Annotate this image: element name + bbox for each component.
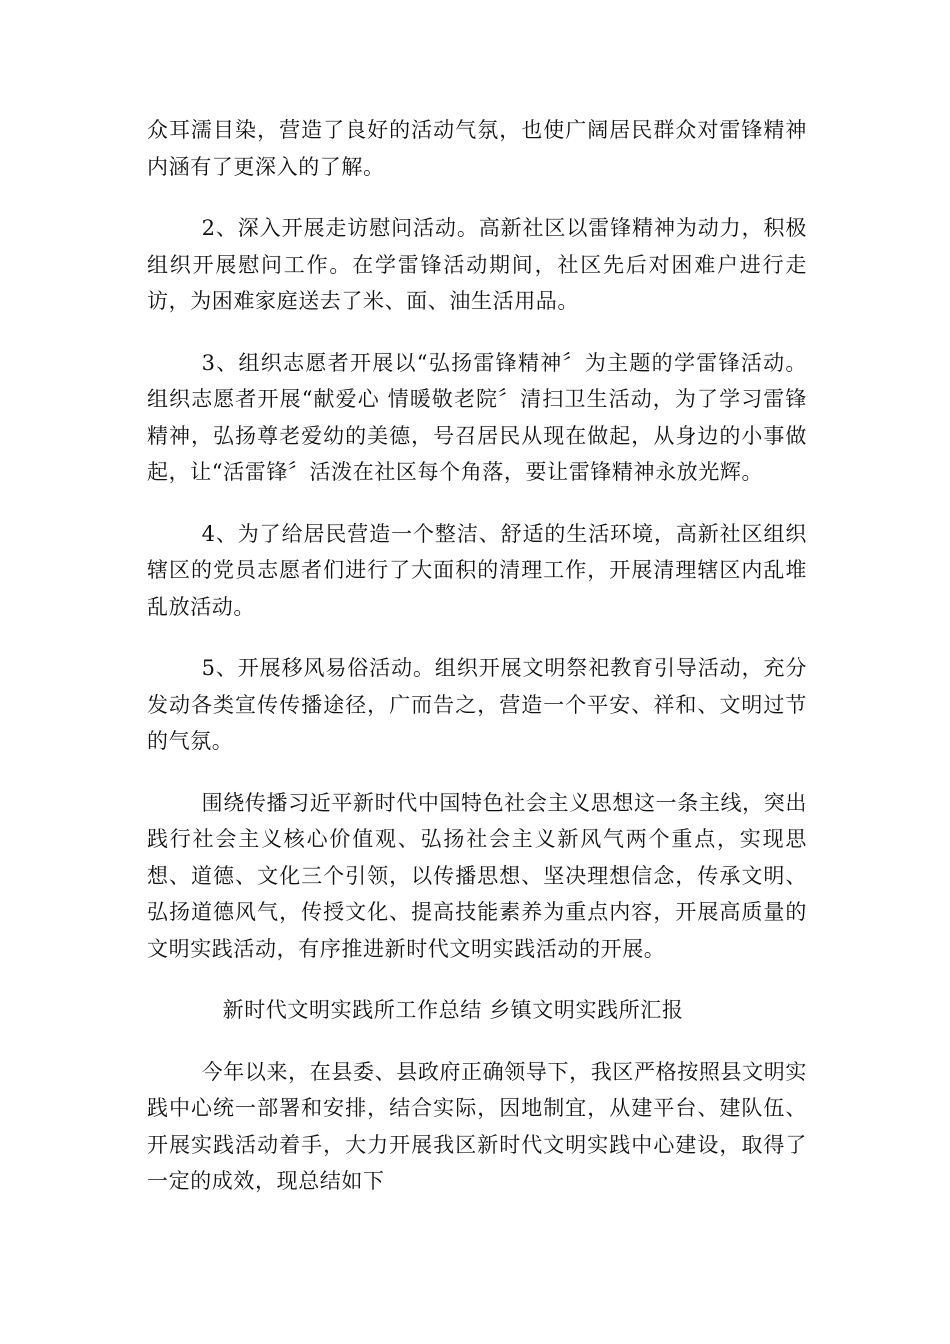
paragraph-item-5-customs: 5、开展移风易俗活动。组织开展文明祭祀教育引导活动，充分发动各类宣传传播途径，广而告之，营造一个平安、祥和、文明过节的气氛。 xyxy=(147,656,807,753)
section-title: 新时代文明实践所工作总结 乡镇文明实践所汇报 xyxy=(222,998,684,1022)
paragraph-item-2-visits: 2、深入开展走访慰问活动。高新社区以雷锋精神为动力，积极组织开展慰问工作。在学雷锋活动期间，社区先后对困难户进行走访，为困难家庭送去了米、面、油生活用品。 xyxy=(147,216,807,313)
paragraph-intro: 今年以来，在县委、县政府正确领导下，我区严格按照县文明实践中心统一部署和安排，结合实际，因地制宜，从建平台、建队伍、开展实践活动着手，大力开展我区新时代文明实践中心建设，取得了一定的成效，现总结如下 xyxy=(147,1059,807,1193)
paragraph-summary: 围绕传播习近平新时代中国特色社会主义思想这一条主线，突出践行社会主义核心价值观、弘扬社会主义新风气两个重点，实现思想、道德、文化三个引领，以传播思想、坚决理想信念，传承文明、弘扬道德风气，传授文化、提高技能素养为重点内容，开展高质量的文明实践活动，有序推进新时代文明实践活动的开展。 xyxy=(147,790,807,961)
paragraph-item-4-cleanup: 4、为了给居民营造一个整洁、舒适的生活环境，高新社区组织辖区的党员志愿者们进行了大面积的清理工作，开展清理辖区内乱堆乱放活动。 xyxy=(147,521,807,619)
paragraph-continuation: 众耳濡目染，营造了良好的活动气氛，也使广阔居民群众对雷锋精神内涵有了更深入的了解。 xyxy=(147,118,807,179)
document-page xyxy=(147,112,807,1200)
paragraph-item-3-volunteers: 3、组织志愿者开展以“弘扬雷锋精神〞为主题的学雷锋活动。组织志愿者开展“献爱心 情暖敬老院〞清扫卫生活动，为了学习雷锋精神，弘扬尊老爱幼的美德，号召居民从现在做起，从身边的小事做起，让“活雷锋〞活泼在社区每个角落，要让雷锋精神永放光辉。 xyxy=(147,350,807,484)
